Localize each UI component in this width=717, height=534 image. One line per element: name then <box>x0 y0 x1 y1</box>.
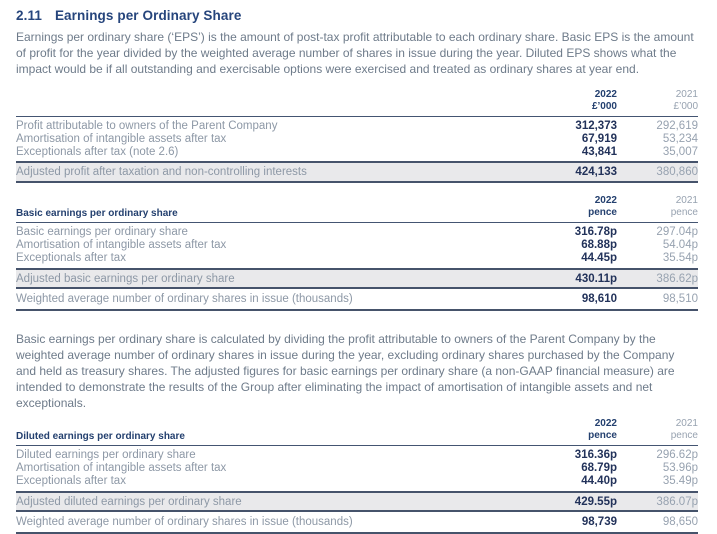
value-2022: 316.36p <box>574 449 617 462</box>
table-row <box>16 226 698 239</box>
value-2021: 35,007 <box>662 145 698 158</box>
diluted-eps-table-body <box>16 446 698 534</box>
row-label: Amortisation of intangible assets after tax <box>16 238 227 251</box>
value-2022: 67,919 <box>581 132 617 145</box>
value-2021: 296.62p <box>656 449 698 462</box>
row-label: Amortisation of intangible assets after tax <box>16 132 227 145</box>
table-row <box>16 239 698 252</box>
unit-2022-label: £’000 <box>591 101 617 112</box>
row-label: Exceptionals after tax (note 2.6) <box>16 145 179 158</box>
year-2022-label: 2022 <box>594 89 617 100</box>
value-2022: 68.79p <box>581 461 617 474</box>
table-row <box>16 120 698 133</box>
total-value-2022: 429.55p <box>574 495 617 508</box>
total-value-2021: 386.62p <box>656 272 698 285</box>
spacer <box>16 311 698 331</box>
row-label: Weighted average number of ordinary shares in issue (thousands) <box>16 516 353 529</box>
table-row <box>16 146 698 159</box>
row-label: Weighted average number of ordinary shares in issue (thousands) <box>16 293 353 306</box>
basic-eps-table <box>16 195 698 311</box>
profit-table <box>16 89 698 183</box>
value-2021: 35.49p <box>662 474 698 487</box>
column-header-2022 <box>527 418 617 442</box>
column-header-2022 <box>527 89 617 113</box>
table-row <box>16 252 698 265</box>
year-2021-label: 2021 <box>675 418 698 430</box>
value-2022: 43,841 <box>581 145 617 158</box>
year-2022-label: 2022 <box>594 195 617 207</box>
table-total-row <box>16 491 698 513</box>
value-2021: 292,619 <box>656 120 698 132</box>
column-header-2022 <box>527 195 617 219</box>
value-2022: 68.88p <box>581 238 617 251</box>
year-2022-label: 2022 <box>594 418 617 430</box>
table-row <box>16 475 698 488</box>
unit-2022-label: pence <box>588 207 617 219</box>
row-label: Diluted earnings per ordinary share <box>16 449 196 462</box>
profit-table-header <box>16 89 698 117</box>
basic-eps-table-body <box>16 223 698 311</box>
row-label: Exceptionals after tax <box>16 474 126 487</box>
table-row <box>16 449 698 462</box>
table-total-row <box>16 268 698 290</box>
table-row <box>16 462 698 475</box>
section-number: 2.11 <box>16 8 42 23</box>
unit-2022-label: pence <box>588 430 617 442</box>
section-title: Earnings per Ordinary Share <box>54 8 242 23</box>
column-header-2021 <box>617 195 698 219</box>
explanation-paragraph: Basic earnings per ordinary share is calculated by dividing the profit attributable to owners of the Parent Company by the weighted average number of ordinary shares in issue during the year, excluding ordinary shares purchased by the Company and held as treasury shares. The adjusted figures for basic earnings per ordinary share (a non-GAAP financial measure) are intended to demonstrate the results of the Group after eliminating the impact of amortisation of intangible assets and net exceptionals. <box>16 332 675 411</box>
total-row-label: Adjusted profit after taxation and non-controlling interests <box>16 166 307 179</box>
row-label: Amortisation of intangible assets after tax <box>16 461 227 474</box>
value-2021: 53,234 <box>662 132 698 145</box>
weighted-average-row <box>16 512 698 534</box>
row-label: Profit attributable to owners of the Parent Company <box>16 120 278 132</box>
unit-2021-label: £’000 <box>673 101 698 112</box>
unit-2021-label: pence <box>670 430 698 442</box>
value-2021: 98,650 <box>662 516 698 529</box>
value-2021: 53.96p <box>662 461 698 474</box>
value-2022: 98,610 <box>581 293 617 306</box>
table-row <box>16 133 698 146</box>
year-2021-label: 2021 <box>675 89 698 100</box>
unit-2021-label: pence <box>670 207 698 219</box>
value-2022: 312,373 <box>575 120 617 132</box>
row-label: Basic earnings per ordinary share <box>16 226 188 239</box>
intro-paragraph: Earnings per ordinary share (‘EPS’) is the amount of post-tax profit attributable to each ordinary share. Basic EPS is the amount of profit for the year divided by the weighted average number of shares in issue during the year. Diluted EPS shows what the impact would be if all outstanding and exercisable options were exercised and treated as ordinary shares at year end. <box>16 30 694 76</box>
basic-eps-table-header <box>16 195 698 223</box>
total-value-2021: 380,860 <box>656 166 698 179</box>
diluted-eps-table-header <box>16 418 698 446</box>
column-header-2021 <box>617 89 698 113</box>
total-value-2022: 424,133 <box>575 166 617 179</box>
year-2021-label: 2021 <box>675 195 698 207</box>
table-total-row <box>16 161 698 183</box>
basic-eps-table-caption: Basic earnings per ordinary share <box>16 208 178 220</box>
weighted-average-row <box>16 289 698 311</box>
row-label: Exceptionals after tax <box>16 251 126 264</box>
column-header-2021 <box>617 418 698 442</box>
section-heading <box>16 8 698 23</box>
value-2021: 297.04p <box>656 226 698 239</box>
total-row-label: Adjusted diluted earnings per ordinary share <box>16 495 242 508</box>
total-value-2021: 386.07p <box>656 495 698 508</box>
value-2021: 98,510 <box>662 293 698 306</box>
diluted-eps-table <box>16 418 698 534</box>
value-2022: 98,739 <box>581 516 617 529</box>
value-2022: 44.45p <box>581 251 617 264</box>
total-row-label: Adjusted basic earnings per ordinary share <box>16 272 235 285</box>
profit-table-body <box>16 117 698 183</box>
value-2021: 54.04p <box>662 238 698 251</box>
value-2022: 44.40p <box>581 474 617 487</box>
value-2021: 35.54p <box>662 251 698 264</box>
total-value-2022: 430.11p <box>575 272 617 285</box>
diluted-eps-table-caption: Diluted earnings per ordinary share <box>16 431 185 443</box>
value-2022: 316.78p <box>574 226 617 239</box>
